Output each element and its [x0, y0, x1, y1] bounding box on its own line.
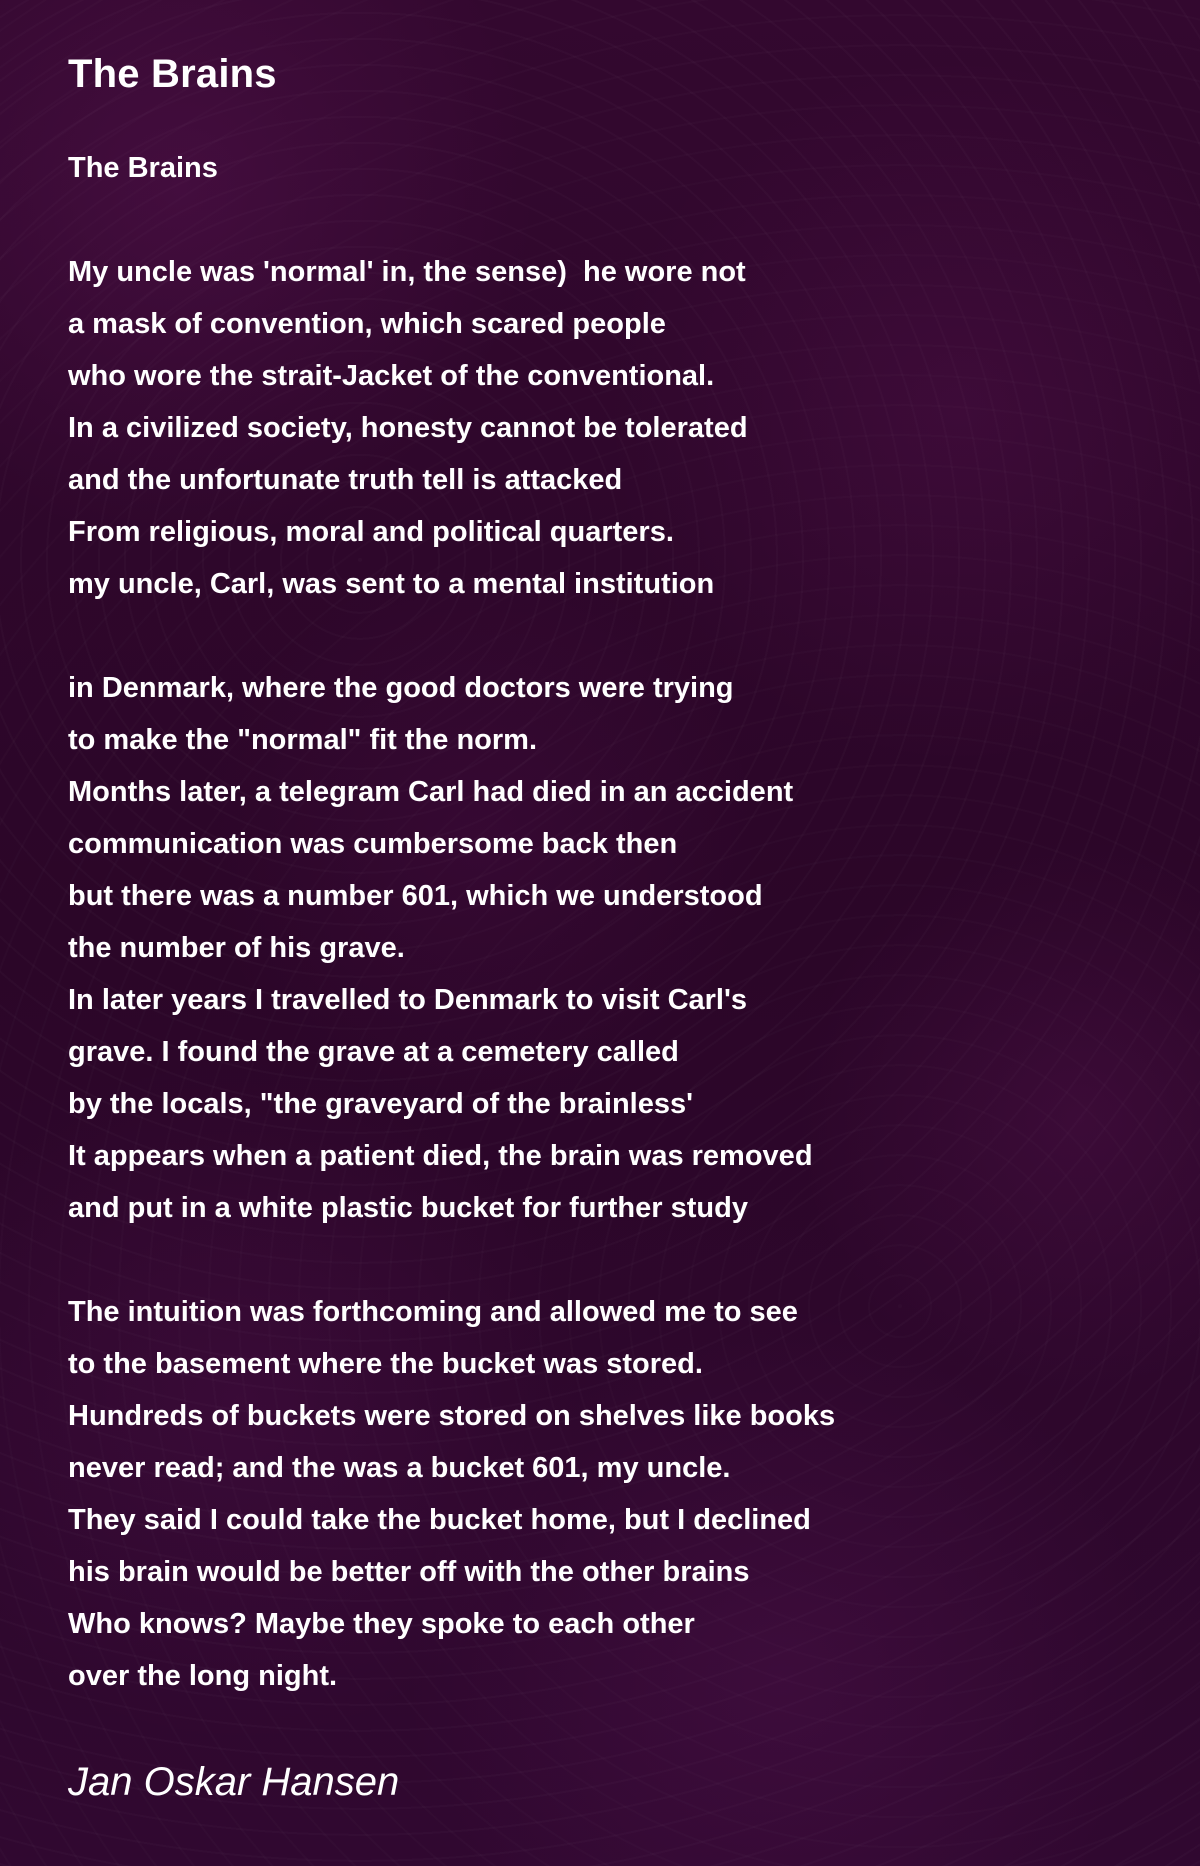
- poem-line: Hundreds of buckets were stored on shelves like books: [68, 1400, 836, 1432]
- poem-line: by the locals, "the graveyard of the brainless': [68, 1088, 694, 1120]
- poem-author: Jan Oskar Hansen: [68, 1760, 400, 1804]
- poem-line: never read; and the was a bucket 601, my uncle.: [68, 1452, 731, 1484]
- poem-line: They said I could take the bucket home, but I declined: [68, 1504, 811, 1536]
- poem-line: From religious, moral and political quarters.: [68, 516, 674, 548]
- poem-line-blank: [68, 610, 1148, 662]
- poem-line: grave. I found the grave at a cemetery called: [68, 1036, 679, 1068]
- poem-line: my uncle, Carl, was sent to a mental institution: [68, 568, 715, 600]
- poem-line: In later years I travelled to Denmark to visit Carl's: [68, 984, 748, 1016]
- poem-line: and the unfortunate truth tell is attacked: [68, 464, 623, 496]
- poem-line: It appears when a patient died, the brain was removed: [68, 1140, 813, 1172]
- poem-line: My uncle was 'normal' in, the sense) he wore not: [68, 256, 746, 288]
- poem-line: the number of his grave.: [68, 932, 405, 964]
- poem-line: communication was cumbersome back then: [68, 828, 678, 860]
- poem-body: [68, 142, 1148, 1702]
- poem-line: Who knows? Maybe they spoke to each other: [68, 1608, 695, 1640]
- poem-line: to the basement where the bucket was stored.: [68, 1348, 703, 1380]
- poem-line: a mask of convention, which scared people: [68, 308, 666, 340]
- poem-page: [68, 48, 1148, 1808]
- poem-line: to make the "normal" fit the norm.: [68, 724, 537, 756]
- poem-line-blank: [68, 194, 1148, 246]
- poem-line: and put in a white plastic bucket for further study: [68, 1192, 748, 1224]
- poem-line: The intuition was forthcoming and allowed me to see: [68, 1296, 798, 1328]
- poem-line: who wore the strait-Jacket of the conventional.: [68, 360, 715, 392]
- poem-line: his brain would be better off with the other brains: [68, 1556, 750, 1588]
- poem-line: over the long night.: [68, 1660, 338, 1692]
- poem-line: In a civilized society, honesty cannot be tolerated: [68, 412, 748, 444]
- poem-line: in Denmark, where the good doctors were trying: [68, 672, 734, 704]
- poem-title: The Brains: [68, 52, 277, 96]
- poem-line: but there was a number 601, which we understood: [68, 880, 763, 912]
- poem-line: The Brains: [68, 152, 218, 184]
- poem-line: Months later, a telegram Carl had died in an accident: [68, 776, 794, 808]
- poem-line-blank: [68, 1234, 1148, 1286]
